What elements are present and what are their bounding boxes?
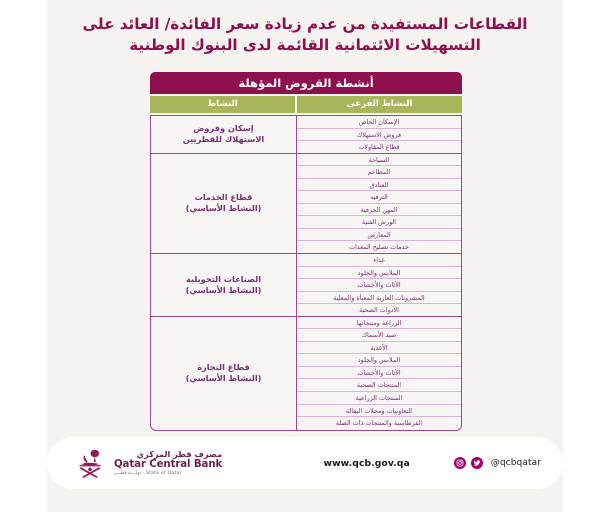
footer-bar <box>47 437 563 489</box>
activity-category-cell <box>151 154 296 254</box>
sub-activity-row: الأثاث والأخشاب <box>297 367 461 380</box>
sub-activity-row: المنتجات الصحية <box>297 379 461 392</box>
sub-activity-row: الورش الفنية <box>297 216 461 229</box>
instagram-icon[interactable] <box>454 457 466 469</box>
sub-activity-row: المنتجات الزراعية <box>297 392 461 405</box>
activity-label-line-1: قطاع التجارة <box>197 362 250 373</box>
sub-activity-row: الإسكان الخاص <box>297 116 461 129</box>
sub-activity-row: غذاء <box>297 254 461 267</box>
footer-contact-group <box>324 457 542 469</box>
activity-label-line-2: (النشاط الأساسي) <box>185 203 262 214</box>
right-margin-band <box>563 0 610 512</box>
activity-label-line-2: (النشاط الأساسي) <box>185 373 262 384</box>
left-margin-band <box>0 0 47 512</box>
activity-label <box>186 362 262 384</box>
sub-activity-row: الملابس والجلود <box>297 267 461 280</box>
sub-activity-row: المطاعم <box>297 166 461 179</box>
activity-category-cell <box>151 254 296 317</box>
table-column-headers <box>150 96 462 113</box>
sub-activity-row: السياحة <box>297 154 461 167</box>
sub-activity-row: المعارض <box>297 229 461 242</box>
eligible-loans-table <box>150 72 462 431</box>
activity-label <box>183 123 264 145</box>
twitter-icon[interactable] <box>471 457 483 469</box>
title-line-1: القطاعات المستفيدة من عدم زيادة سعر الفائدة/ العائد على <box>82 15 528 33</box>
qatar-central-bank-emblem-icon <box>73 446 107 480</box>
logo-text-block <box>114 450 222 476</box>
table-grid <box>150 115 462 431</box>
sub-activity-column <box>296 116 461 430</box>
sub-activity-row: صيد الأسماك <box>297 329 461 342</box>
sub-activity-row: خدمات تصليح المعدات <box>297 241 461 254</box>
sub-activity-row: الترفيه <box>297 191 461 204</box>
sub-activity-row: الأثاث والأخشاب <box>297 279 461 292</box>
social-media-group <box>454 457 541 469</box>
sub-activity-row: قطاع المقاولات <box>297 141 461 154</box>
sub-activity-row: الزراعة ومنتجاتها <box>297 317 461 330</box>
sub-activity-row: المشروبات الغازية المعبأة والمعلبة <box>297 292 461 305</box>
sub-activity-row: الأدوات الصحية <box>297 304 461 317</box>
logo-state-line: دولــــة قطـــر · State of Qatar <box>114 470 182 476</box>
page-title <box>0 14 610 56</box>
column-header-sub-activity: النشاط الفرعي <box>297 96 462 113</box>
activity-category-cell <box>151 116 296 154</box>
sub-activity-row: التعاونيات ومحلات البقالة <box>297 405 461 418</box>
social-handle[interactable]: @qcbqatar <box>490 458 541 468</box>
logo-english-name: Qatar Central Bank <box>114 459 223 471</box>
activity-label <box>186 274 262 296</box>
sub-activity-row: قروض الاستهلاك <box>297 129 461 142</box>
title-line-2: التسهيلات الائتمانية القائمة لدى البنوك الوطنية <box>129 36 481 54</box>
activity-label-line-1: الصناعات التحويلية <box>185 273 262 284</box>
activity-label-line-2: الاستهلاك للقطريين <box>182 134 265 145</box>
qcb-logo <box>73 446 222 480</box>
column-header-activity: النشاط <box>150 96 295 113</box>
logo-arabic-name: مصرف قطر المركزي <box>136 449 223 460</box>
sub-activity-row: القرطاسية والمنتجات ذات الصلة <box>335 419 423 428</box>
sub-activity-row: الفنادق <box>297 179 461 192</box>
activity-label-line-1: إسكان وقروض <box>193 123 254 134</box>
sub-activity-row: الملابس والجلود <box>297 354 461 367</box>
activity-column <box>151 116 296 430</box>
table-banner-title: أنشطة القروض المؤهلة <box>150 72 462 94</box>
activity-label-line-2: (النشاط الأساسي) <box>185 284 262 295</box>
activity-label <box>186 192 262 214</box>
sub-activity-row: الأغذية <box>297 342 461 355</box>
website-link[interactable]: www.qcb.gov.qa <box>323 457 410 469</box>
activity-category-cell <box>151 317 296 430</box>
sub-activity-row: المهن الحرفية <box>297 204 461 217</box>
activity-label-line-1: قطاع الخدمات <box>194 192 253 203</box>
